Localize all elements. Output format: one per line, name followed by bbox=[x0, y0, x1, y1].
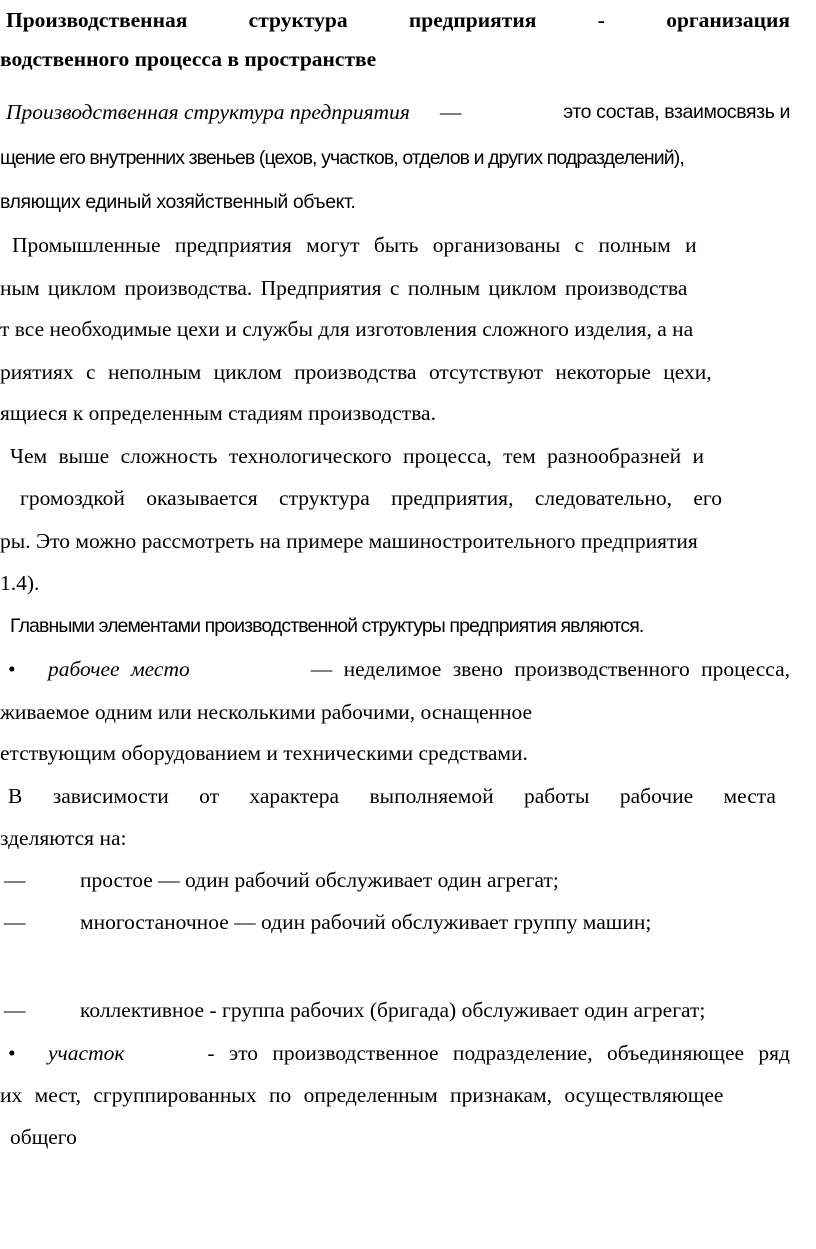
p1-line-3: вляющих единый хозяйственный объект. bbox=[0, 191, 356, 213]
list-dash: — bbox=[4, 868, 26, 892]
p1-tail: это состав, взаимосвязь и bbox=[563, 101, 790, 123]
bullet: • bbox=[8, 1041, 16, 1065]
item2-line-3: общего bbox=[10, 1125, 77, 1149]
heading-word: Производственная bbox=[6, 8, 188, 32]
p2-line-4: риятиях с неполным циклом производства отсутствуют некоторые цехи, bbox=[0, 360, 712, 384]
item1-line-3: етствующим оборудованием и техническими средствами. bbox=[0, 741, 528, 765]
item2-line-1 bbox=[48, 1040, 790, 1066]
p2-line-5: ящиеся к определенным стадиям производства. bbox=[0, 401, 436, 425]
p2-line-2: ным циклом производства. Предприятия с полным циклом производства bbox=[0, 276, 688, 300]
p2-line-1 bbox=[12, 232, 790, 258]
p3-line-4: 1.4). bbox=[0, 571, 40, 595]
p5-line-2: зделяются на: bbox=[0, 826, 127, 850]
p3-line-3: ры. Это можно рассмотреть на примере машиностроительного предприятия bbox=[0, 529, 698, 553]
list-item: простое — один рабочий обслуживает один агрегат; bbox=[80, 868, 559, 892]
p5-line-1: В зависимости от характера выполняемой работы рабочие места bbox=[8, 784, 776, 808]
item1-term: рабочее место bbox=[48, 657, 190, 681]
list-item: коллективное - группа рабочих (бригада) обслуживает один агрегат; bbox=[80, 998, 706, 1022]
heading-word: организация bbox=[666, 8, 790, 32]
list-dash: — bbox=[4, 910, 26, 934]
item1-line-1 bbox=[48, 656, 790, 682]
item2-line-2: их мест, сгруппированных по определенным признакам, осуществляющее bbox=[0, 1083, 724, 1107]
item2-term: участок bbox=[48, 1041, 125, 1065]
bullet: • bbox=[8, 657, 16, 681]
p2-line-3: т все необходимые цехи и службы для изготовления сложного изделия, а на bbox=[0, 317, 694, 341]
p1-dash: — bbox=[439, 100, 462, 124]
p4-line-1: Главными элементами производственной структуры предприятия являются. bbox=[10, 615, 644, 637]
heading-word: - bbox=[597, 8, 605, 32]
heading-line-1 bbox=[6, 7, 790, 33]
p1-line-2: щение его внутренних звеньев (цехов, участков, отделов и других подразделений), bbox=[0, 147, 684, 169]
p1-term: Производственная структура предприятия bbox=[6, 100, 410, 124]
list-dash: — bbox=[4, 998, 26, 1022]
heading-line-2: водственного процесса в пространстве bbox=[0, 47, 377, 71]
item2-rest: - это производственное подразделение, объединяющее ряд bbox=[207, 1041, 790, 1065]
p3-line-2: громоздкой оказывается структура предприятия, следовательно, его bbox=[20, 486, 722, 510]
heading-word: структура bbox=[248, 8, 348, 32]
p1-line-1 bbox=[6, 99, 790, 125]
heading-word: предприятия bbox=[408, 8, 537, 32]
p2-text: Промышленные предприятия могут быть организованы с полным и bbox=[12, 233, 697, 257]
list-item: многостаночное — один рабочий обслуживает группу машин; bbox=[80, 910, 652, 934]
item1-line-2: живаемое одним или несколькими рабочими, оснащенное bbox=[0, 700, 533, 724]
p3-line-1: Чем выше сложность технологического процесса, тем разнообразней и bbox=[10, 444, 705, 468]
item1-rest: — неделимое звено производственного процесса, bbox=[310, 657, 790, 681]
